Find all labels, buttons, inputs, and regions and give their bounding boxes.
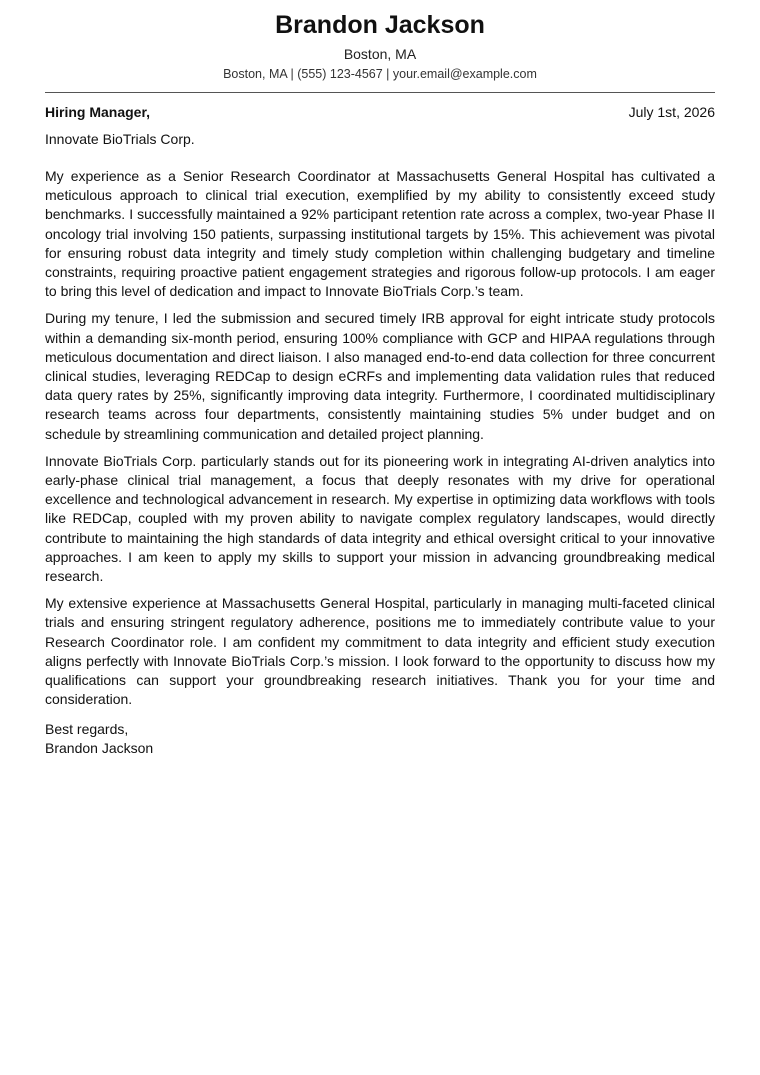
- signature-name: Brandon Jackson: [45, 740, 154, 757]
- letter-closing-block: [45, 720, 715, 758]
- closing-phrase: Best regards,: [45, 721, 129, 738]
- applicant-contact-line: Boston, MA | (555) 123-4567 | your.email@example.com: [223, 67, 537, 81]
- letter-header: [45, 0, 715, 82]
- recipient-date-row: [45, 103, 715, 121]
- body-paragraph-1: My experience as a Senior Research Coordinator at Massachusetts General Hospital has cultivated a meticulous approach to clinical trial execution, exemplified by my ability to consistently exceed study benchmarks. I successfully maintained a 92% participant retention rate across a complex, two-year Phase II oncology trial involving 150 patients, surpassing institutional targets by 15%. This achievement was pivotal for ensuring robust data integrity and timely study completion within challenging budgetary and timeline constraints, requiring proactive patient engagement strategies and rigorous follow-up protocols. I am eager to bring this level of dedication and impact to Innovate BioTrials Corp.’s team.: [45, 168, 715, 300]
- recipient-company: Innovate BioTrials Corp.: [45, 131, 195, 147]
- header-divider: [45, 92, 715, 93]
- body-paragraph-4: My extensive experience at Massachusetts General Hospital, particularly in managing multi-faceted clinical trials and ensuring stringent regulatory adherence, positions me to immediately contribute value to your Research Coordinator role. I am confident my commitment to data integrity and efficient study execution aligns perfectly with Innovate BioTrials Corp.’s mission. I look forward to the opportunity to discuss how my qualifications can support your groundbreaking research initiatives. Thank you for your time and consideration.: [45, 595, 715, 708]
- recipient-salutation: Hiring Manager,: [45, 104, 151, 120]
- letter-date: July 1st, 2026: [628, 104, 715, 120]
- applicant-location: Boston, MA: [343, 46, 417, 62]
- body-paragraph-2: During my tenure, I led the submission and secured timely IRB approval for eight intricate study protocols within a demanding six-month period, ensuring 100% compliance with GCP and HIPAA regulations through meticulous documentation and direct liaison. I also managed end-to-end data collection for three concurrent clinical studies, leveraging REDCap to design eCRFs and implementing data validation rules that reduced data query rates by 25%, significantly improving data integrity. Furthermore, I coordinated multidisciplinary research teams across four departments, consistently maintaining studies 5% under budget and on schedule by streamlining communication and detailed project planning.: [45, 310, 715, 442]
- letter-body: [45, 167, 715, 709]
- applicant-name: Brandon Jackson: [275, 11, 485, 39]
- body-paragraph-3: Innovate BioTrials Corp. particularly stands out for its pioneering work in integrating AI-driven analytics into early-phase clinical trial management, a focus that deeply resonates with my drive for operational excellence and technological advancement in research. My expertise in optimizing data workflows with tools like REDCap, coupled with my proven ability to navigate complex regulatory landscapes, would directly contribute to maintaining the high standards of data integrity and ethical oversight critical to your innovative approaches. I am keen to apply my skills to support your mission in advancing groundbreaking medical research.: [45, 452, 715, 585]
